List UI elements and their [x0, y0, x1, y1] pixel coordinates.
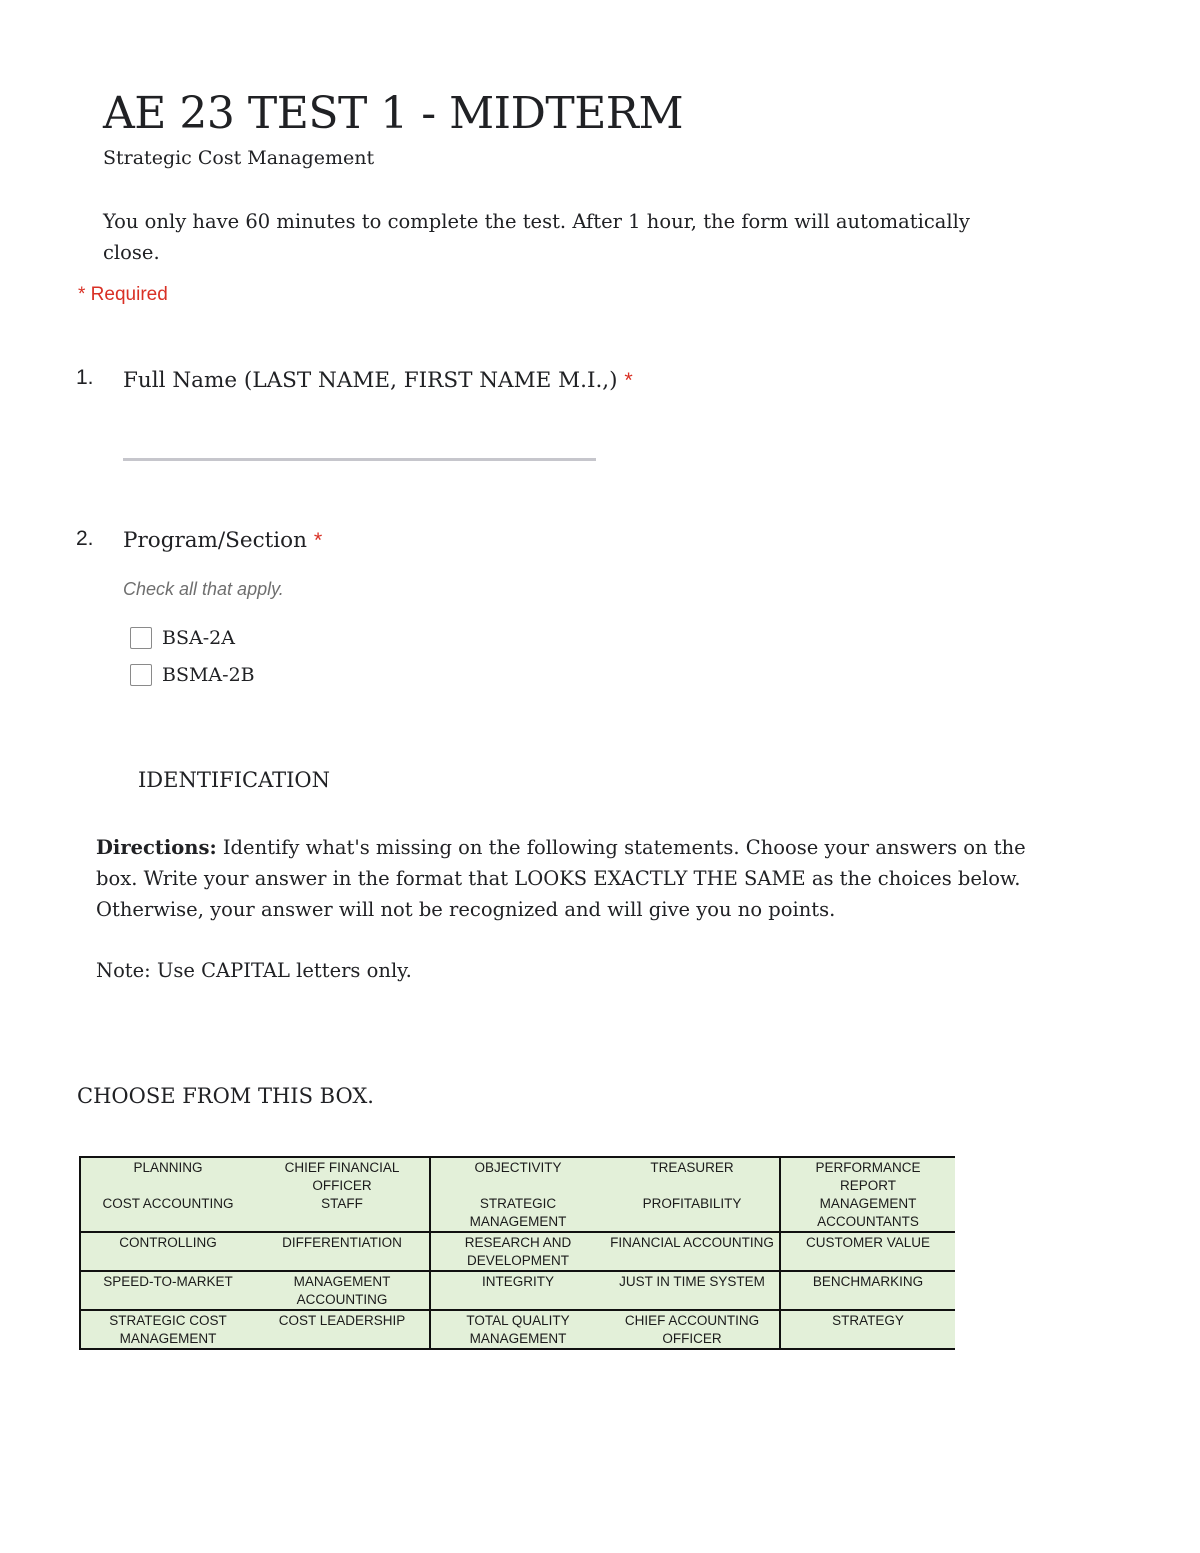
directions-text	[96, 832, 1071, 925]
table-cell: COST LEADERSHIP	[255, 1310, 430, 1349]
table-cell: STRATEGY	[780, 1310, 955, 1349]
required-asterisk: *	[624, 368, 633, 392]
table-cell: TOTAL QUALITY MANAGEMENT	[430, 1310, 605, 1349]
full-name-input[interactable]	[123, 458, 596, 461]
table-cell: DIFFERENTIATION	[255, 1232, 430, 1271]
table-cell: PERFORMANCE REPORT MANAGEMENT ACCOUNTANTS	[780, 1157, 955, 1232]
option-bsa-2a[interactable]	[130, 625, 235, 651]
form-title: AE 23 TEST 1 - MIDTERM	[103, 88, 683, 139]
table-row	[80, 1232, 955, 1271]
question-1-title: Full Name (LAST NAME, FIRST NAME M.I.,)	[123, 368, 618, 393]
table-cell: CHIEF FINANCIAL OFFICER STAFF	[255, 1157, 430, 1232]
table-row	[80, 1157, 955, 1232]
required-note: * Required	[78, 284, 168, 305]
form-description: You only have 60 minutes to complete the test. After 1 hour, the form will automatically close.	[103, 210, 970, 264]
table-cell: SPEED-TO-MARKET	[80, 1271, 255, 1310]
note-text: Note: Use CAPITAL letters only.	[96, 959, 412, 982]
table-cell: CHIEF ACCOUNTING OFFICER	[605, 1310, 780, 1349]
table-row	[80, 1310, 955, 1349]
form-subtitle: Strategic Cost Management	[103, 147, 375, 169]
table-cell: STRATEGIC COST MANAGEMENT	[80, 1310, 255, 1349]
choose-label: CHOOSE FROM THIS BOX.	[77, 1084, 374, 1108]
choices-table	[79, 1156, 955, 1350]
question-2-number: 2.	[76, 527, 94, 550]
directions-body: Identify what's missing on the following statements. Choose your answers on the box. Write your answer in the format that LOOKS EXACTLY THE SAME as the choices below. Otherwise, your answer will not be recognized and will give you no points.	[96, 836, 1026, 921]
question-1-title-row	[123, 365, 633, 396]
question-2-title: Program/Section	[123, 528, 307, 553]
table-cell: CONTROLLING	[80, 1232, 255, 1271]
table-cell: INTEGRITY	[430, 1271, 605, 1310]
question-1-number: 1.	[76, 366, 94, 389]
option-bsma-2b[interactable]	[130, 662, 255, 688]
option-label: BSA-2A	[162, 627, 235, 649]
table-cell: JUST IN TIME SYSTEM	[605, 1271, 780, 1310]
question-2-hint: Check all that apply.	[123, 579, 284, 599]
checkbox[interactable]	[130, 664, 152, 686]
table-cell: TREASURER PROFITABILITY	[605, 1157, 780, 1232]
question-2-title-row	[123, 525, 322, 556]
table-cell: MANAGEMENT ACCOUNTING	[255, 1271, 430, 1310]
option-label: BSMA-2B	[162, 664, 255, 686]
table-cell: FINANCIAL ACCOUNTING	[605, 1232, 780, 1271]
table-cell: OBJECTIVITY STRATEGIC MANAGEMENT	[430, 1157, 605, 1232]
table-cell: CUSTOMER VALUE	[780, 1232, 955, 1271]
table-cell: PLANNING COST ACCOUNTING	[80, 1157, 255, 1232]
required-asterisk: *	[313, 528, 323, 552]
table-cell: BENCHMARKING	[780, 1271, 955, 1310]
table-row	[80, 1271, 955, 1310]
checkbox[interactable]	[130, 627, 152, 649]
table-cell: RESEARCH AND DEVELOPMENT	[430, 1232, 605, 1271]
section-title: IDENTIFICATION	[138, 768, 330, 792]
directions-label: Directions:	[96, 836, 217, 859]
